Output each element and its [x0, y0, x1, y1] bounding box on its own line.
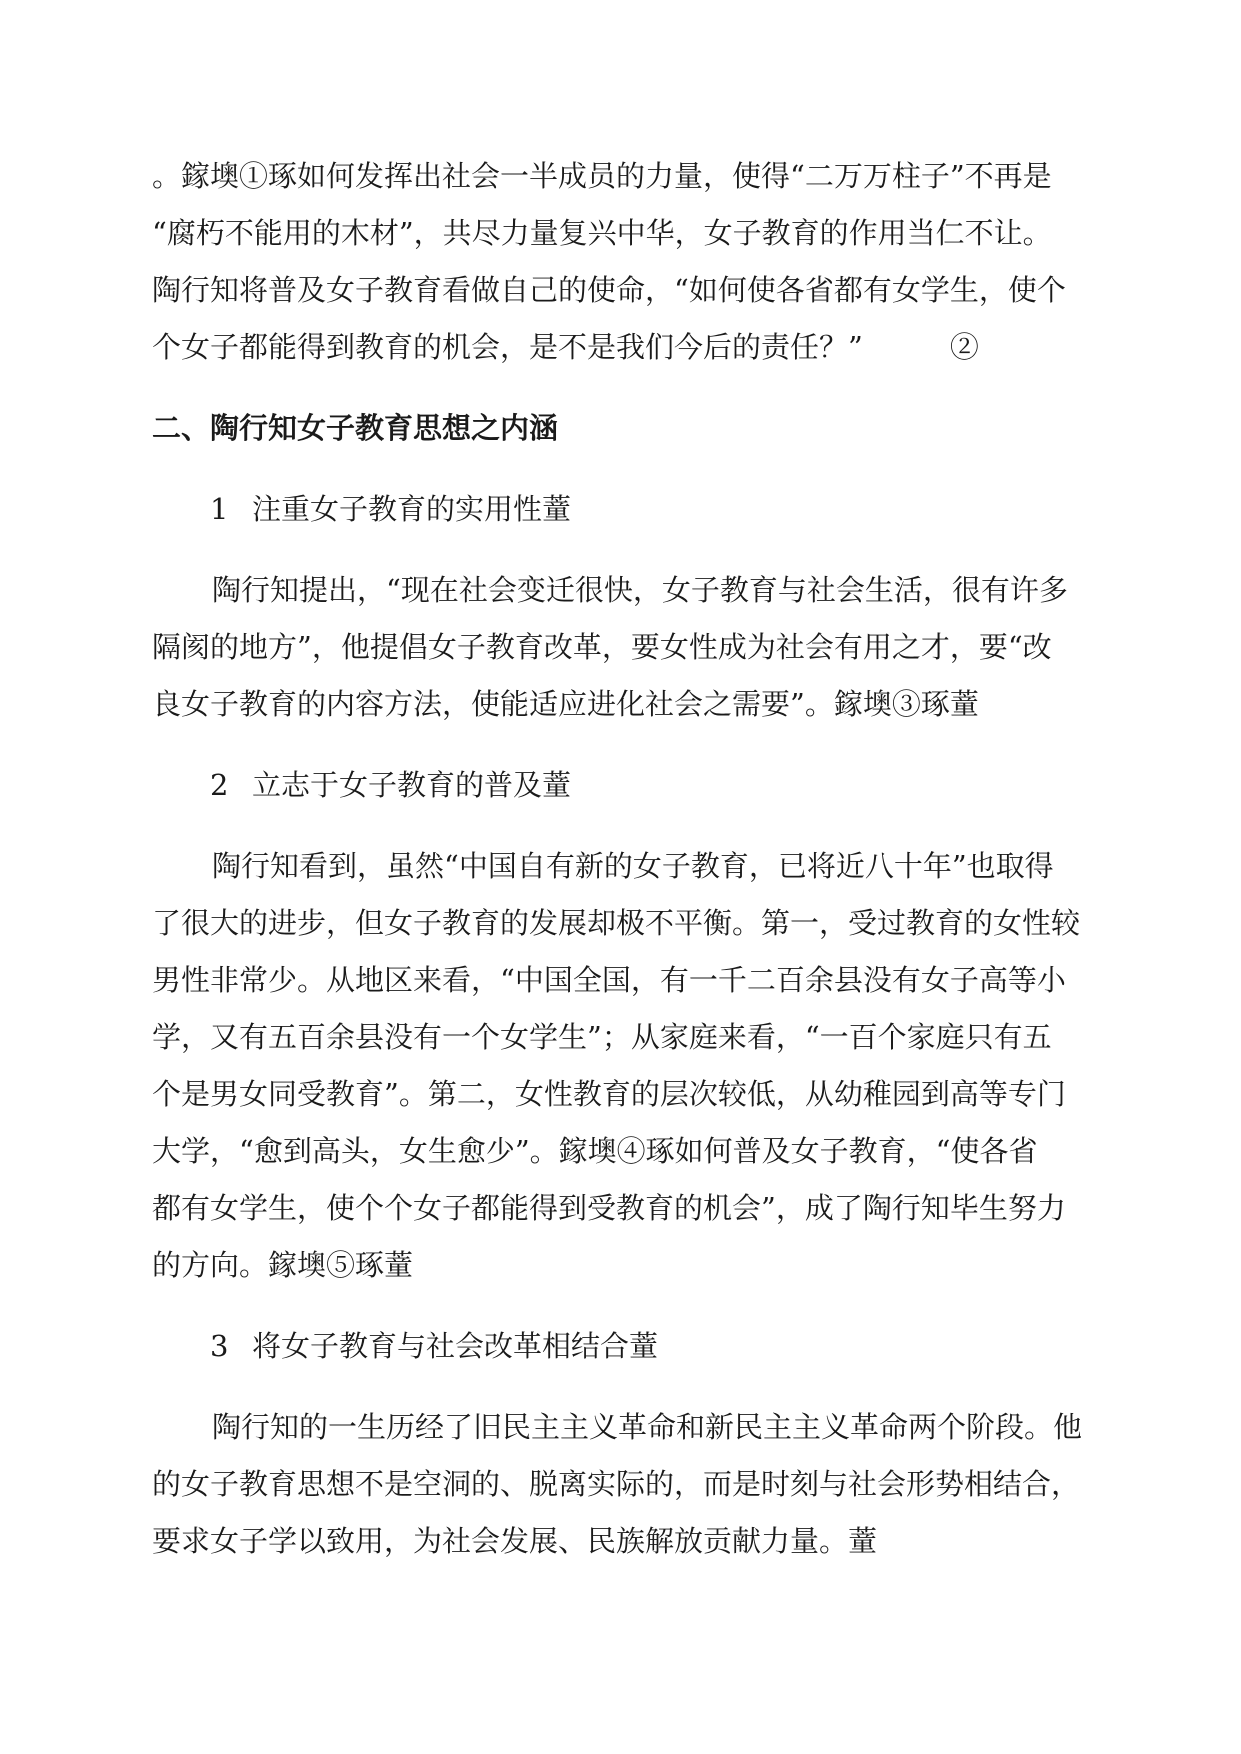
paragraph-line: 都有女学生，使个个女子都能得到受教育的机会”，成了陶行知毕生努力	[152, 1191, 1066, 1225]
paragraph-line: 学，又有五百余县没有一个女学生”；从家庭来看，“一百个家庭只有五	[152, 1020, 1052, 1054]
subsection-title: 将女子教育与社会改革相结合蕫	[252, 1329, 659, 1363]
paragraph-line: 良女子教育的内容方法，使能适应进化社会之需要”。鎵墺③琢蕫	[152, 687, 979, 721]
paragraph-line: 陶行知看到，虽然“中国自有新的女子教育，已将近八十年”也取得	[212, 849, 1054, 883]
paragraph-line: 大学，“愈到高头，女生愈少”。鎵墺④琢如何普及女子教育，“使各省	[152, 1134, 1038, 1168]
paragraph-line: 陶行知将普及女子教育看做自己的使命，“如何使各省都有女学生，使个	[152, 273, 1066, 307]
subsection-heading-1	[152, 481, 1090, 538]
subsection-heading-3	[152, 1318, 1090, 1375]
subsection-title: 注重女子教育的实用性蕫	[252, 492, 572, 526]
paragraph-line: 的女子教育思想不是空洞的、脱离实际的，而是时刻与社会形势相结合，	[152, 1467, 1081, 1501]
paragraph-4	[152, 1399, 1090, 1570]
section-heading: 二、陶行知女子教育思想之内涵	[152, 411, 559, 445]
paragraph-1	[152, 148, 1090, 376]
subsection-number: 3	[210, 1329, 229, 1363]
subsection-heading-2	[152, 757, 1090, 814]
paragraph-2	[152, 562, 1090, 733]
paragraph-line: 陶行知提出，“现在社会变迁很快，女子教育与社会生活，很有许多	[212, 573, 1068, 607]
subsection-number: 2	[210, 768, 229, 802]
paragraph-line: 的方向。鎵墺⑤琢蕫	[152, 1248, 414, 1282]
subsection-number: 1	[210, 492, 229, 526]
document-page	[152, 148, 1090, 1570]
paragraph-line: “腐朽不能用的木材”，共尽力量复兴中华，女子教育的作用当仁不让。	[152, 216, 1052, 250]
paragraph-line: 男性非常少。从地区来看，“中国全国，有一千二百余县没有女子高等小	[152, 963, 1066, 997]
paragraph-line: 个女子都能得到教育的机会，是不是我们今后的责任？” ②	[152, 330, 979, 364]
paragraph-3	[152, 838, 1090, 1294]
paragraph-line: 了很大的进步，但女子教育的发展却极不平衡。第一，受过教育的女性较	[152, 906, 1081, 940]
subsection-title: 立志于女子教育的普及蕫	[252, 768, 572, 802]
paragraph-line: 。鎵墺①琢如何发挥出社会一半成员的力量，使得“二万万柱子”不再是	[152, 159, 1052, 193]
paragraph-line: 隔阂的地方”，他提倡女子教育改革，要女性成为社会有用之才，要“改	[152, 630, 1052, 664]
paragraph-line: 陶行知的一生历经了旧民主主义革命和新民主主义革命两个阶段。他	[212, 1410, 1083, 1444]
paragraph-line: 要求女子学以致用，为社会发展、民族解放贡献力量。蕫	[152, 1524, 878, 1558]
paragraph-line: 个是男女同受教育”。第二，女性教育的层次较低，从幼稚园到高等专门	[152, 1077, 1066, 1111]
